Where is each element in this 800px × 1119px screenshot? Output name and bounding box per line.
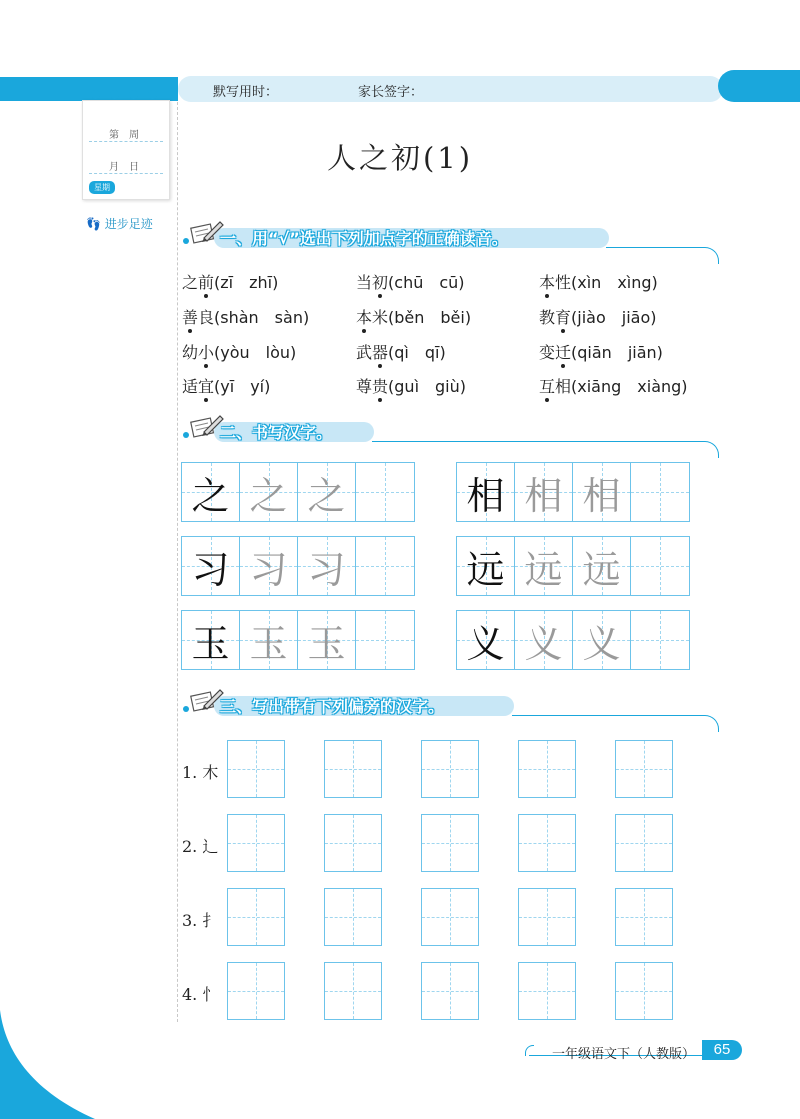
answer-box[interactable]: [518, 814, 576, 872]
blank-writing-cell[interactable]: [356, 611, 414, 669]
pencil-notebook-icon: [190, 686, 224, 712]
dictation-time-label: 默写用时：: [213, 85, 279, 100]
section-3-header: [186, 694, 720, 716]
dotted-char: 前: [198, 273, 214, 292]
dotted-char: 本: [539, 273, 555, 292]
trace-char-cell[interactable]: 义: [573, 611, 631, 669]
progress-label: 进步足迹: [104, 217, 153, 231]
answer-box[interactable]: [227, 962, 285, 1020]
date-label: 月 日: [109, 162, 139, 173]
corner-decoration: [0, 1010, 100, 1119]
answer-box[interactable]: [421, 740, 479, 798]
trace-char-cell[interactable]: 义: [515, 611, 573, 669]
pinyin-item: 本 性(xìn xìng): [539, 270, 658, 293]
progress-footprints: [86, 215, 153, 232]
binder-ring-icon: [129, 90, 138, 99]
blank-writing-cell[interactable]: [631, 463, 689, 521]
model-char-cell: 之: [182, 463, 240, 521]
pinyin-item: 本 米(běn běi): [356, 305, 471, 328]
trace-char-cell[interactable]: 相: [515, 463, 573, 521]
answer-box[interactable]: [324, 740, 382, 798]
answer-box[interactable]: [615, 962, 673, 1020]
writing-grid-yu: [181, 610, 415, 670]
answer-box[interactable]: [227, 888, 285, 946]
blank-writing-cell[interactable]: [631, 537, 689, 595]
answer-box[interactable]: [518, 888, 576, 946]
blank-writing-cell[interactable]: [356, 463, 414, 521]
trace-char-cell[interactable]: 玉: [298, 611, 356, 669]
page-title: 人之初(1): [326, 141, 474, 175]
blank-writing-cell[interactable]: [356, 537, 414, 595]
pinyin-item: 尊贵 (guì giù): [356, 374, 466, 397]
radical-label: 3. 扌: [182, 911, 219, 930]
dotted-char: 初: [372, 273, 388, 292]
pinyin-item: 教育 (jiào jiāo): [539, 305, 657, 328]
pinyin-item: 当初 (chū cū): [356, 270, 465, 293]
pencil-notebook-icon: [190, 412, 224, 438]
answer-box[interactable]: [324, 814, 382, 872]
trace-char-cell[interactable]: 习: [298, 537, 356, 595]
pinyin-item: 变迁 (qiān jiān): [539, 340, 663, 363]
answer-box[interactable]: [227, 814, 285, 872]
model-char-cell: 玉: [182, 611, 240, 669]
model-char-cell: 相: [457, 463, 515, 521]
binder-ring-icon: [148, 90, 157, 99]
binder-ring-icon: [110, 90, 119, 99]
dotted-char: 本: [356, 308, 372, 327]
dotted-char: 宜: [198, 377, 214, 396]
dotted-char: 育: [555, 308, 571, 327]
pinyin-item: 武器 (qì qī): [356, 340, 446, 363]
trace-char-cell[interactable]: 习: [240, 537, 298, 595]
pinyin-item: 善 良(shàn sàn): [182, 305, 309, 328]
trace-char-cell[interactable]: 玉: [240, 611, 298, 669]
book-title: 一年级语文下（人教版）: [552, 1047, 696, 1062]
answer-box[interactable]: [615, 740, 673, 798]
section-1-heading: 一、用“√”选出下列加点字的正确读音。: [220, 229, 508, 248]
pinyin-item: 之前 (zī zhī): [182, 270, 278, 293]
pencil-notebook-icon: [190, 218, 224, 244]
writing-grid-xiang: [456, 462, 690, 522]
answer-box[interactable]: [421, 962, 479, 1020]
binder-ring-icon: [91, 90, 100, 99]
writing-grid-yi: [456, 610, 690, 670]
trace-char-cell[interactable]: 之: [298, 463, 356, 521]
answer-box[interactable]: [324, 962, 382, 1020]
answer-box[interactable]: [324, 888, 382, 946]
answer-box[interactable]: [227, 740, 285, 798]
dotted-char: 迁: [555, 343, 571, 362]
trace-char-cell[interactable]: 相: [573, 463, 631, 521]
dotted-char: 小: [198, 343, 214, 362]
answer-box[interactable]: [518, 962, 576, 1020]
margin-divider: [177, 102, 178, 1022]
radical-label: 4. 忄: [182, 985, 219, 1004]
section-2-header: [186, 420, 720, 442]
section-3-heading: 三、写出带有下列偏旁的汉字。: [220, 697, 445, 716]
writing-grid-xi: [181, 536, 415, 596]
model-char-cell: 习: [182, 537, 240, 595]
trace-char-cell[interactable]: 之: [240, 463, 298, 521]
blank-writing-cell[interactable]: [631, 611, 689, 669]
answer-box[interactable]: [421, 814, 479, 872]
weekday-badge: 星期: [89, 181, 115, 194]
trace-char-cell[interactable]: 远: [515, 537, 573, 595]
section-1-header: [186, 226, 720, 248]
dotted-char: 善: [182, 308, 198, 327]
dotted-char: 贵: [372, 377, 388, 396]
radical-label: 1. 木: [182, 763, 219, 782]
pinyin-item: 适宜 (yī yí): [182, 374, 270, 397]
trace-char-cell[interactable]: 远: [573, 537, 631, 595]
radical-label: 2. 辶: [182, 837, 219, 856]
answer-box[interactable]: [421, 888, 479, 946]
parent-signature-label: 家长签字：: [358, 85, 424, 100]
pinyin-item: 互 相(xiāng xiàng): [539, 374, 688, 397]
page-number: 65: [702, 1040, 742, 1060]
header-band-right: [718, 70, 800, 102]
answer-box[interactable]: [615, 888, 673, 946]
model-char-cell: 远: [457, 537, 515, 595]
pinyin-item: 幼小 (yòu lòu): [182, 340, 296, 363]
writing-grid-yuan: [456, 536, 690, 596]
week-label: 第 周: [109, 130, 139, 141]
section-2-heading: 二、书写汉字。: [220, 423, 333, 442]
model-char-cell: 义: [457, 611, 515, 669]
dotted-char: 互: [539, 377, 555, 396]
answer-box[interactable]: [518, 740, 576, 798]
answer-box[interactable]: [615, 814, 673, 872]
writing-grid-zhi: [181, 462, 415, 522]
footprint-icon: 👣: [86, 217, 101, 231]
dotted-char: 器: [372, 343, 388, 362]
